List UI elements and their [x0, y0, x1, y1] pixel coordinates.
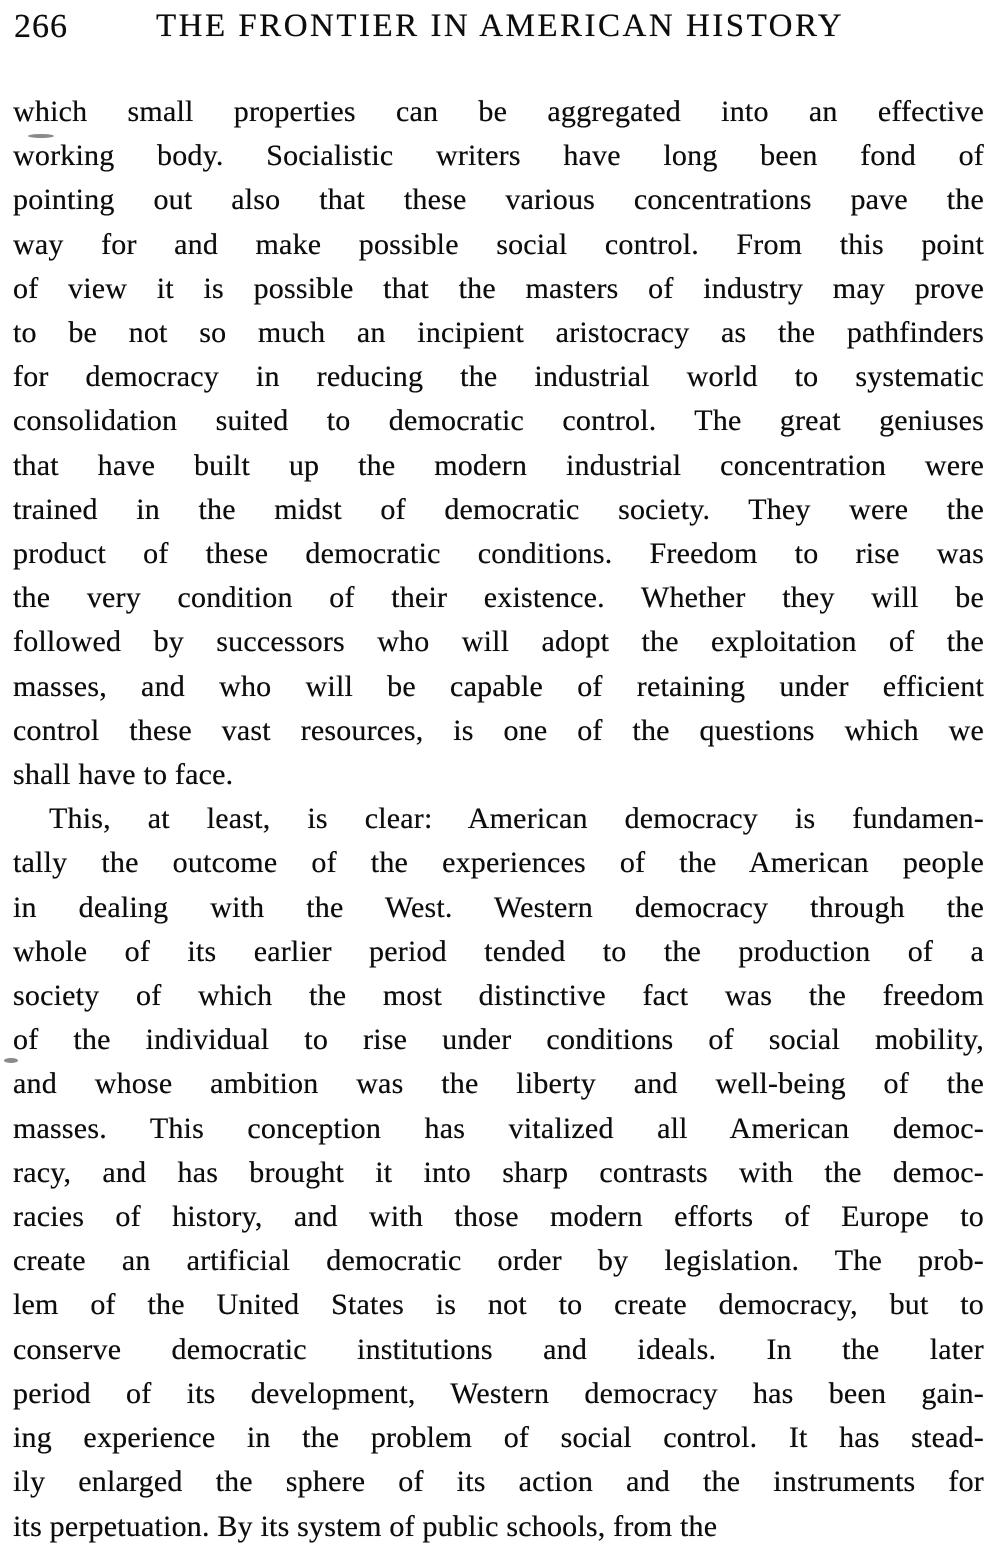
- page-body: [13, 90, 984, 1549]
- running-title: THE FRONTIER IN AMERICAN HISTORY: [155, 8, 845, 44]
- text-line: shall have to face.: [13, 758, 234, 792]
- scan-smudge: [28, 134, 54, 138]
- page-number: 266: [14, 8, 68, 45]
- text-line: for democracy in reducing the industrial world to systematic: [13, 360, 984, 394]
- text-line: ing experience in the problem of social control. It has stead-: [13, 1421, 984, 1455]
- text-line: which small properties can be aggregated into an effective: [13, 95, 984, 128]
- text-line: This, at least, is clear: American democracy is fundamen-: [49, 802, 984, 836]
- text-line: of view it is possible that the masters of industry may prove: [13, 271, 984, 305]
- text-line: way for and make possible social control. From this point: [13, 227, 984, 261]
- text-line: product of these democratic conditions. Freedom to rise was: [13, 537, 984, 571]
- text-line: in dealing with the West. Western democracy through the: [13, 890, 984, 924]
- text-line: consolidation suited to democratic control. The great geniuses: [13, 404, 984, 438]
- text-line: racy, and has brought it into sharp contrasts with the democ-: [13, 1155, 984, 1189]
- text-line: the very condition of their existence. Whether they will be: [13, 581, 984, 615]
- text-line: society of which the most distinctive fact was the freedom: [13, 979, 984, 1013]
- text-line: tally the outcome of the experiences of the American people: [13, 846, 984, 880]
- text-line: masses, and who will be capable of retaining under efficient: [13, 669, 984, 703]
- text-line: pointing out also that these various concentrations pave the: [13, 183, 984, 217]
- text-line: its perpetuation. By its system of public schools, from the: [13, 1509, 718, 1543]
- text-line: period of its development, Western democracy has been gain-: [13, 1376, 984, 1410]
- scan-smudge: [4, 1058, 18, 1063]
- text-line: whole of its earlier period tended to the production of a: [13, 934, 984, 968]
- paragraph-1: [13, 90, 984, 797]
- text-line: masses. This conception has vitalized all American democ-: [13, 1111, 984, 1145]
- text-line: working body. Socialistic writers have long been fond of: [13, 139, 984, 173]
- paragraph-2: [13, 797, 984, 1548]
- text-line: of the individual to rise under conditions of social mobility,: [13, 1023, 984, 1057]
- text-line: create an artificial democratic order by legislation. The prob-: [13, 1244, 984, 1278]
- text-line: racies of history, and with those modern efforts of Europe to: [13, 1200, 984, 1234]
- text-line: lem of the United States is not to create democracy, but to: [13, 1288, 984, 1322]
- text-line: conserve democratic institutions and ideals. In the later: [13, 1332, 984, 1366]
- text-line: control these vast resources, is one of the questions which we: [13, 713, 984, 747]
- page-header: [0, 8, 1000, 50]
- text-line: that have built up the modern industrial concentration were: [13, 448, 984, 482]
- text-line: and whose ambition was the liberty and well-being of the: [13, 1067, 984, 1101]
- text-line: ily enlarged the sphere of its action and the instruments for: [13, 1465, 984, 1499]
- text-line: trained in the midst of democratic society. They were the: [13, 492, 984, 526]
- text-line: followed by successors who will adopt the exploitation of the: [13, 625, 984, 659]
- text-line: to be not so much an incipient aristocracy as the pathfinders: [13, 316, 984, 350]
